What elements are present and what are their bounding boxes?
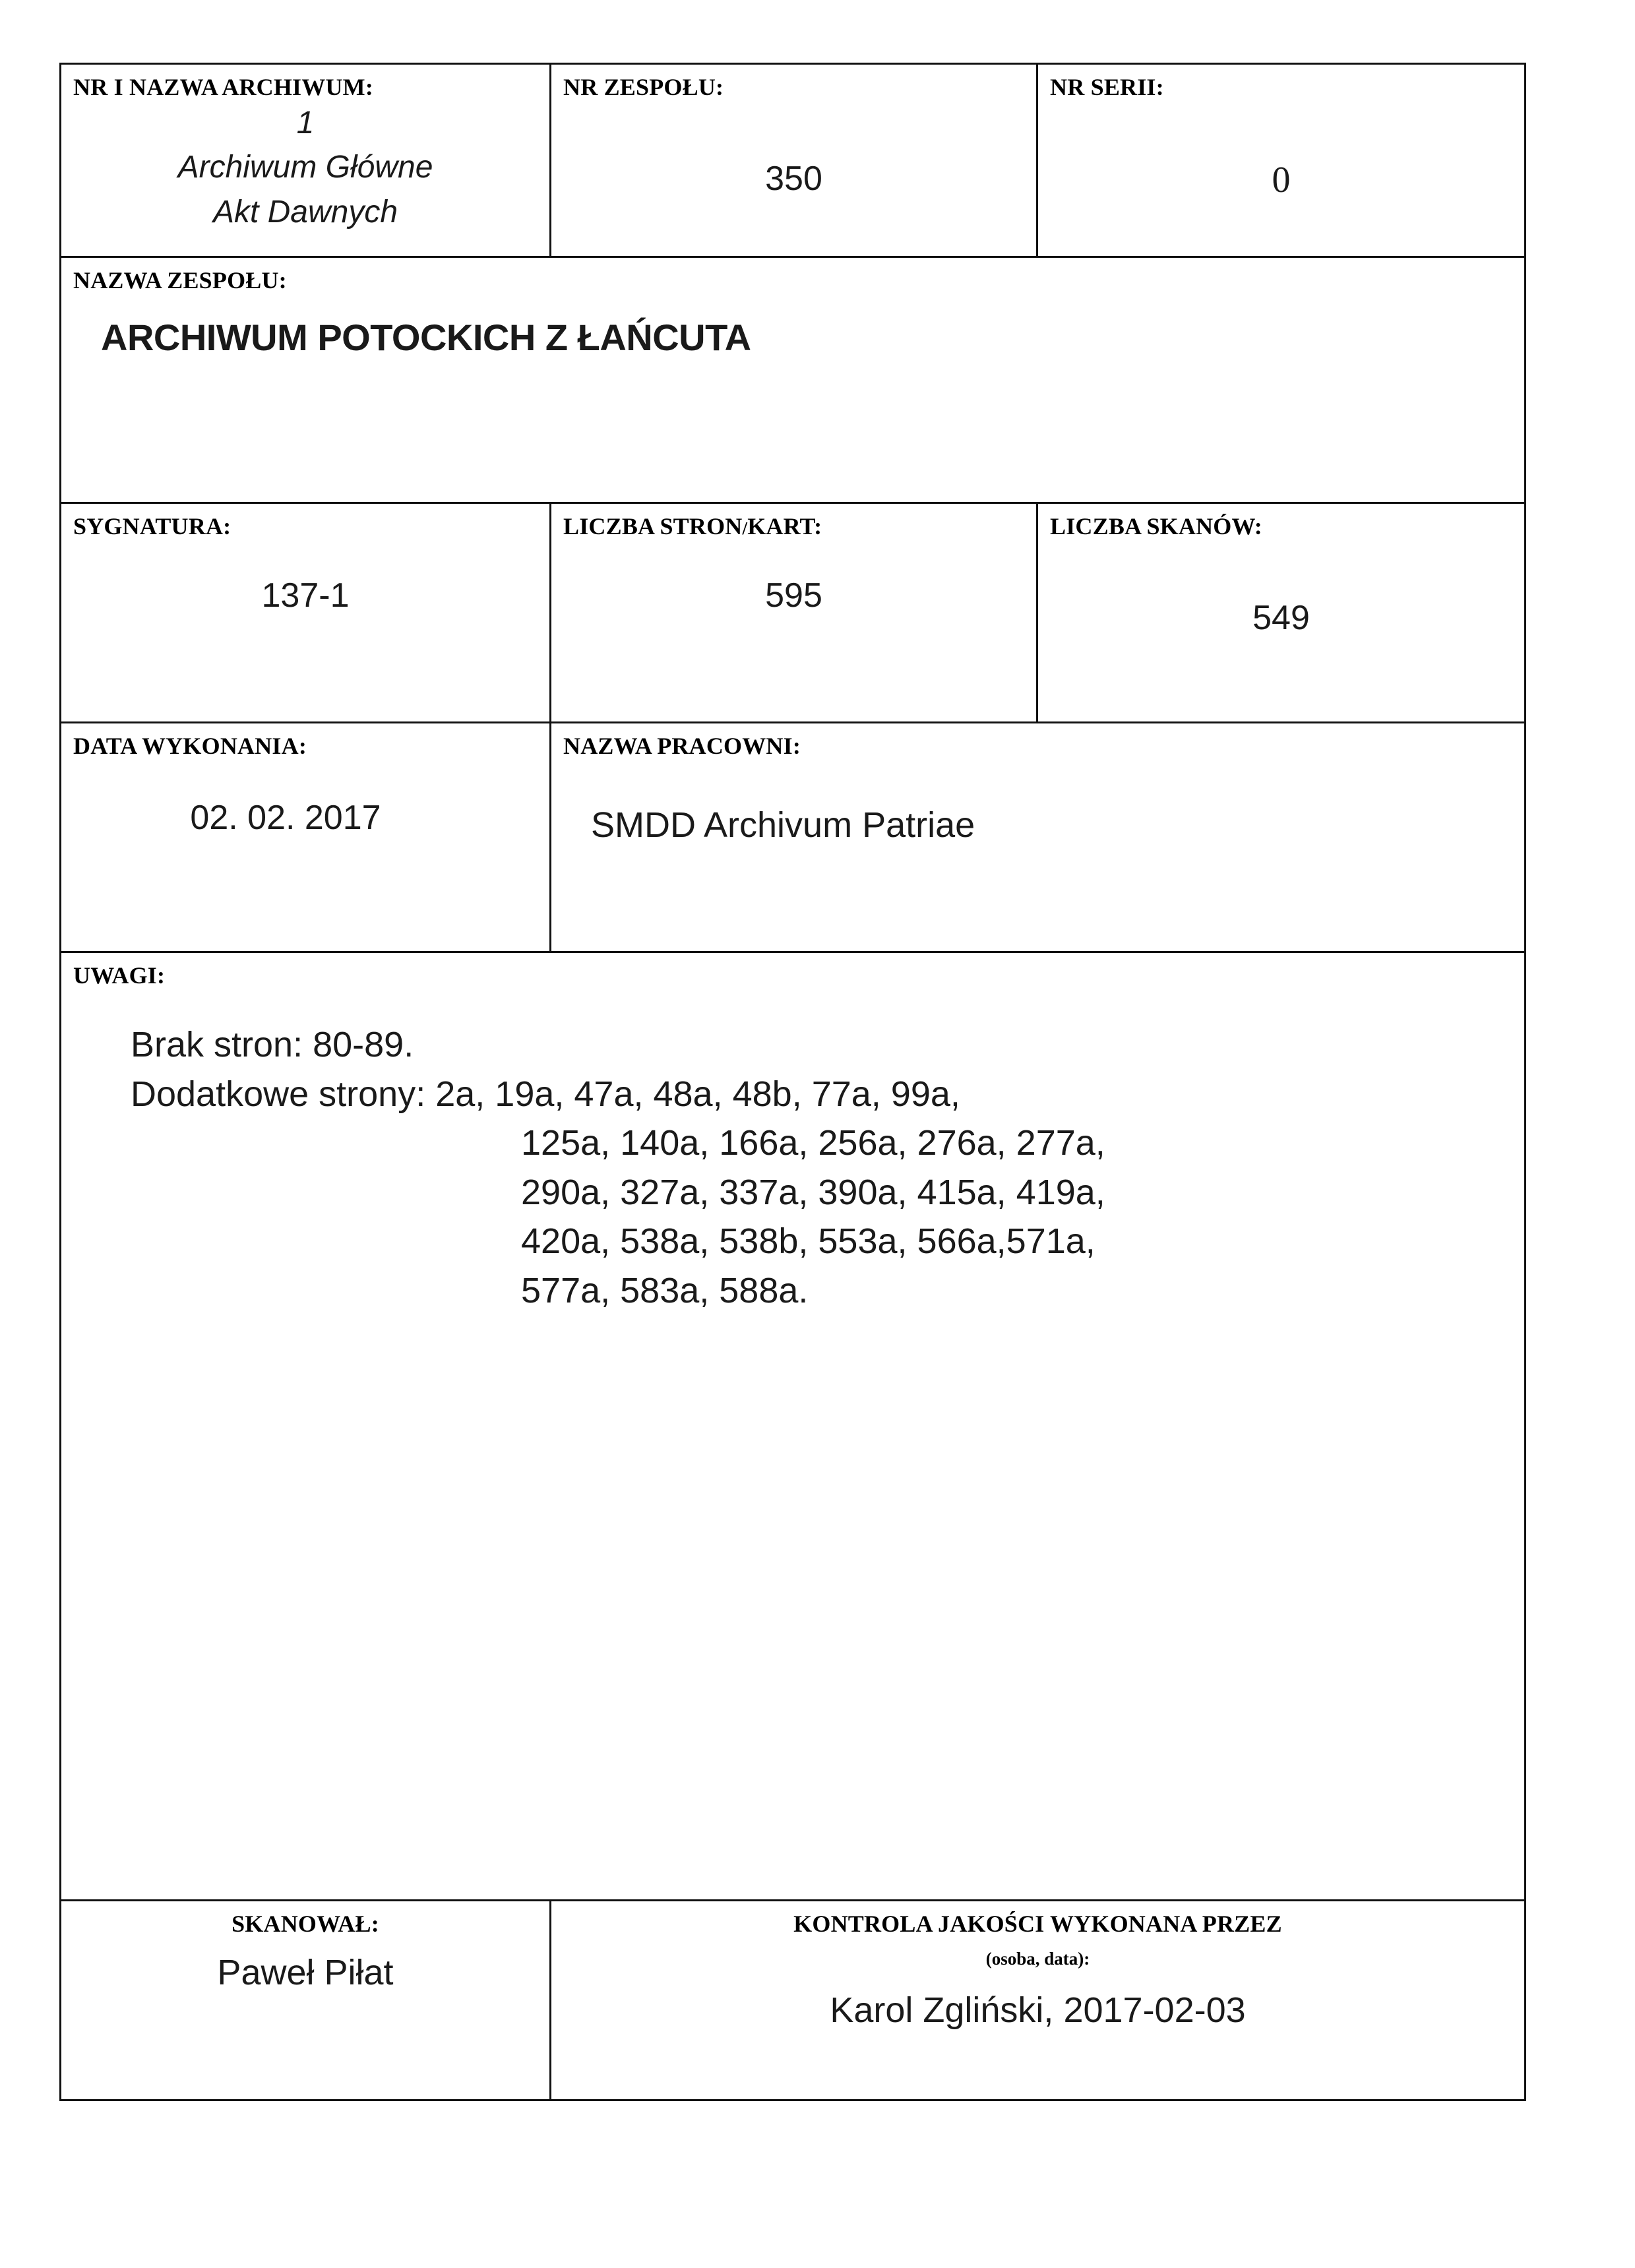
series-number-label: NR SERII:: [1050, 74, 1164, 100]
cell-quality-control: [551, 1901, 1526, 2100]
cell-workshop: [551, 723, 1526, 952]
archive-name-line-2: Akt Dawnych: [212, 194, 398, 230]
cell-page-count: [551, 503, 1037, 723]
scanned-by-label: SKANOWAŁ:: [231, 1911, 379, 1937]
page-count-label: [551, 504, 1036, 538]
table-row-fonds-name: [61, 257, 1526, 503]
archive-name-line-1: Archiwum Główne: [177, 150, 433, 185]
quality-control-label: KONTROLA JAKOŚCI WYKONANA PRZEZ: [793, 1911, 1282, 1937]
notes-line: 577a, 583a, 588a.: [521, 1270, 809, 1310]
cell-signature: [61, 503, 551, 723]
notes-line: Dodatkowe strony: 2a, 19a, 47a, 48a, 48b, 77a, 99a,: [131, 1074, 960, 1114]
page-count-label-main: LICZBA STRON: [563, 513, 743, 539]
table-row-archive: [61, 64, 1526, 257]
workshop-label: NAZWA PRACOWNI:: [563, 733, 801, 759]
cell-fonds-name: [61, 257, 1526, 503]
cell-scan-count: [1037, 503, 1526, 723]
scan-count-label: LICZBA SKANÓW:: [1050, 513, 1262, 539]
page-count-label-tail: KART:: [747, 513, 822, 539]
cell-fonds-number: [551, 64, 1037, 257]
notes-line: 420a, 538a, 538b, 553a, 566a,571a,: [521, 1221, 1095, 1262]
quality-control-sublabel: [551, 1936, 1524, 1968]
page-count-label-separator: /: [742, 518, 748, 538]
cell-archive-name: [61, 64, 551, 257]
page-count-value: 595: [765, 576, 822, 615]
quality-control-sublabel-close: ):: [1078, 1949, 1090, 1969]
signature-label: SYGNATURA:: [73, 513, 231, 539]
fonds-number-label: NR ZESPOŁU:: [563, 74, 724, 100]
cell-series-number: [1037, 64, 1526, 257]
cell-production-date: [61, 723, 551, 952]
cell-scanned-by: [61, 1901, 551, 2100]
cell-notes: [61, 952, 1526, 1901]
table-row-production: [61, 723, 1526, 952]
scan-count-value: 549: [1252, 599, 1310, 637]
table-row-counts: [61, 503, 1526, 723]
table-row-footer: [61, 1901, 1526, 2100]
quality-control-value: Karol Zgliński, 2017-02-03: [830, 1990, 1246, 2030]
notes-line: 290a, 327a, 337a, 390a, 415a, 419a,: [521, 1172, 1105, 1212]
scanned-by-value: Paweł Piłat: [217, 1953, 394, 1992]
fonds-name-value: ARCHIWUM POTOCKICH Z ŁAŃCUTA: [101, 317, 751, 358]
archive-label: NR I NAZWA ARCHIWUM:: [73, 74, 374, 100]
notes-line: 125a, 140a, 166a, 256a, 276a, 277a,: [521, 1123, 1105, 1163]
production-date-value: 02. 02. 2017: [190, 799, 381, 837]
table-row-notes: [61, 952, 1526, 1901]
notes-line: Brak stron: 80-89.: [131, 1025, 414, 1064]
notes-label: UWAGI:: [73, 962, 166, 989]
notes-body: [61, 1020, 1524, 1315]
series-number-value: 0: [1272, 160, 1291, 200]
fonds-name-label: NAZWA ZESPOŁU:: [73, 267, 287, 293]
archive-number: 1: [296, 106, 315, 140]
fonds-number-value: 350: [765, 160, 822, 198]
archival-metadata-form: [59, 63, 1526, 2101]
quality-control-sublabel-open: (: [985, 1949, 992, 1969]
production-date-label: DATA WYKONANIA:: [73, 733, 307, 759]
quality-control-sublabel-text: osoba, data: [991, 1949, 1078, 1969]
signature-value: 137-1: [261, 576, 350, 615]
workshop-value: SMDD Archivum Patriae: [591, 805, 975, 845]
